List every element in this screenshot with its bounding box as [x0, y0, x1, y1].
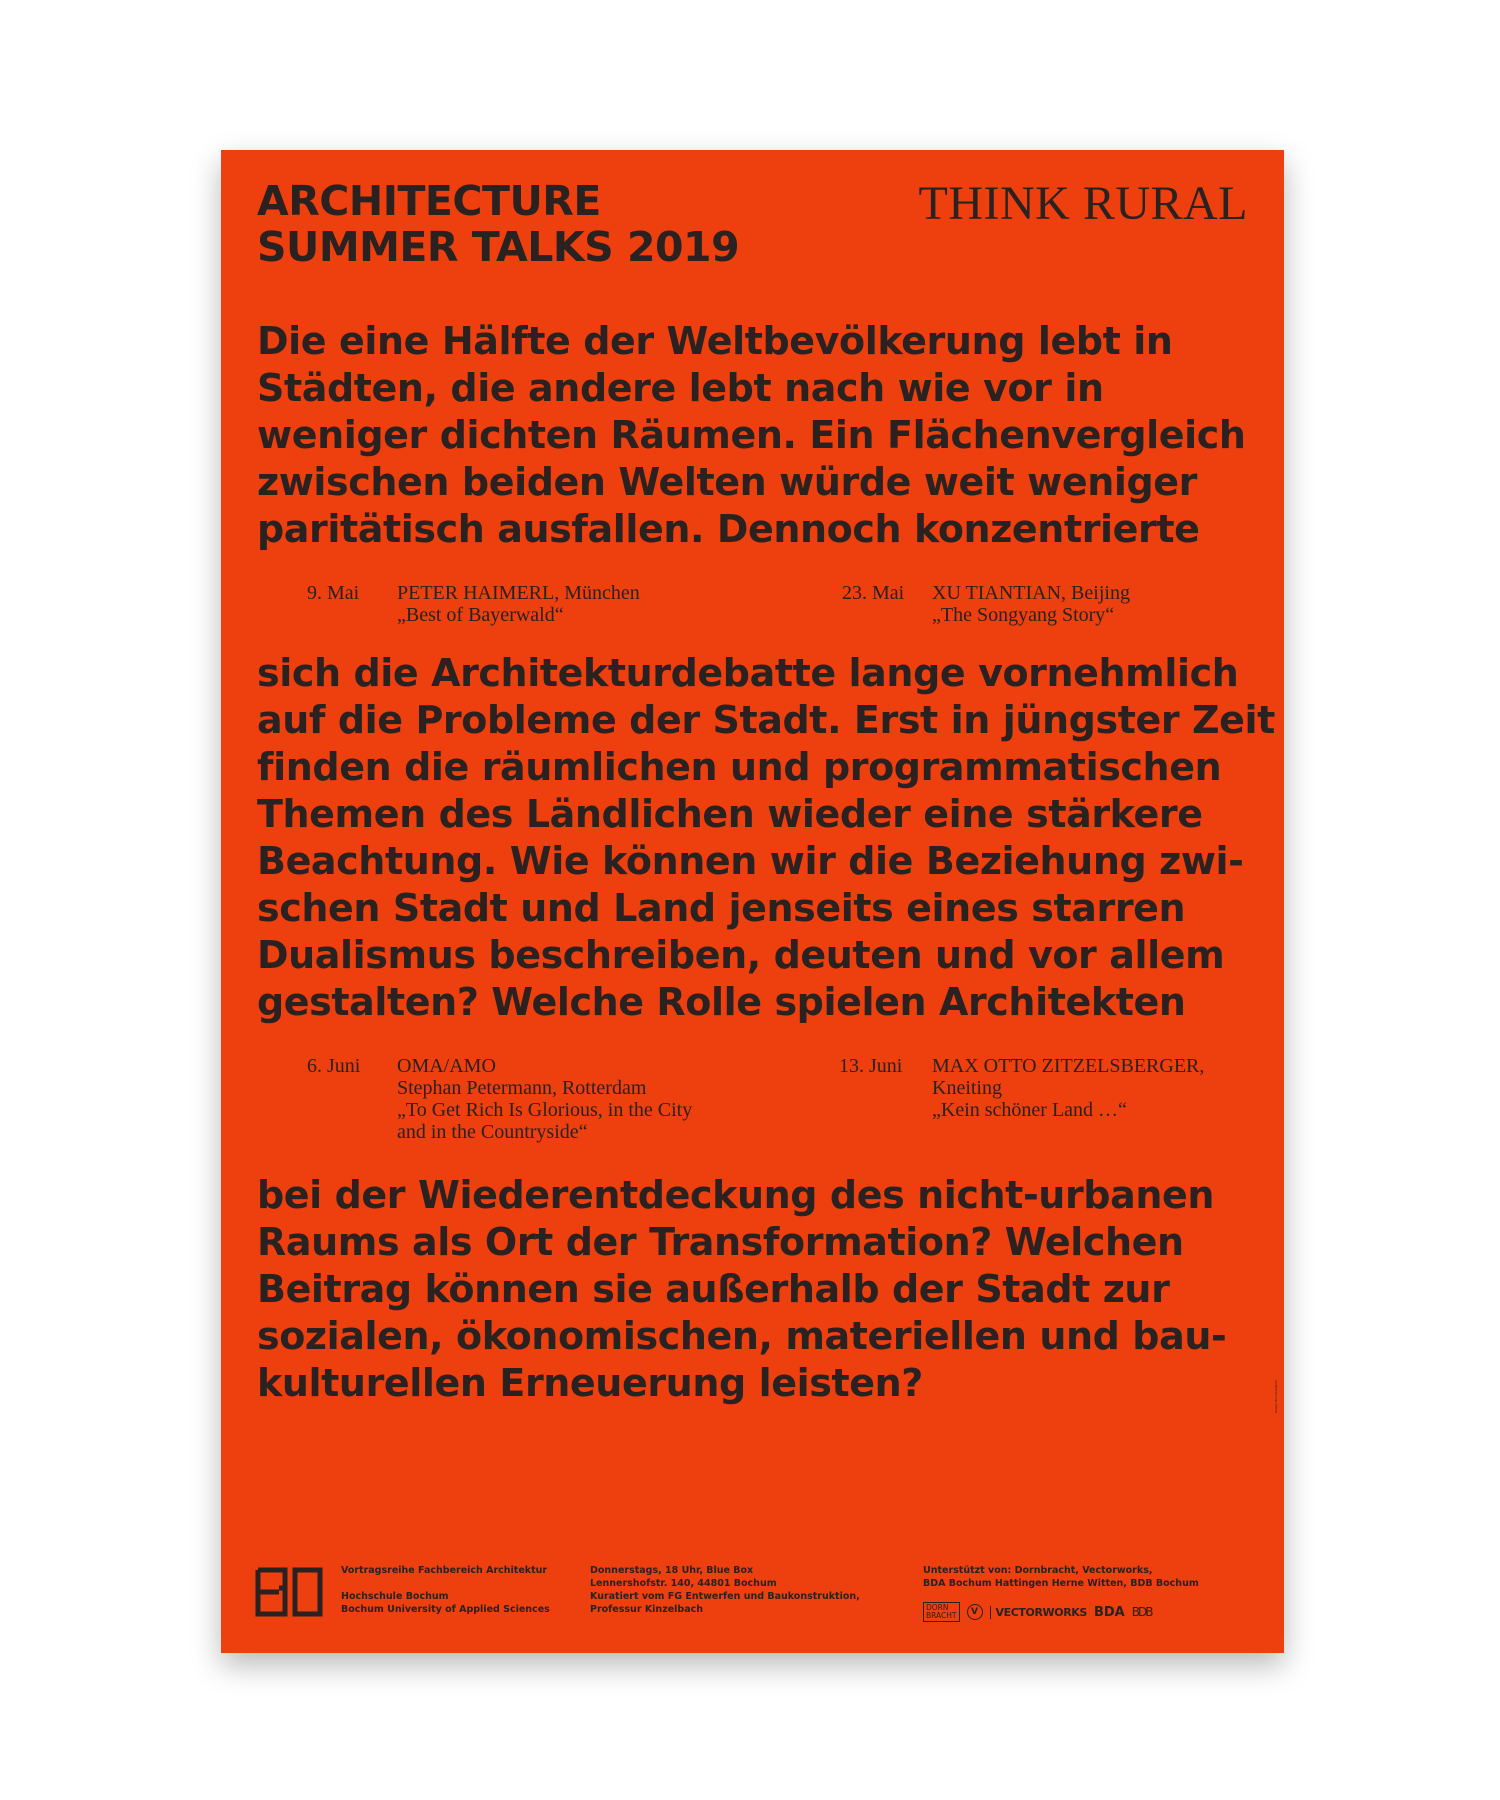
event-speaker: MAX OTTO ZITZELSBERGER,	[932, 1055, 1205, 1077]
bda-logo: BDA	[1093, 1604, 1125, 1620]
footer-address: Lennershofstr. 140, 44801 Bochum	[590, 1578, 777, 1589]
event-info	[397, 1055, 692, 1143]
event-speaker: OMA/AMO	[397, 1055, 496, 1077]
footer-sponsors	[923, 1564, 1199, 1590]
footer-sponsors-line2: BDA Bochum Hattingen Herne Witten, BDB Bochum	[923, 1578, 1199, 1589]
body-line: finden die räumlichen und programmatischen	[257, 745, 1222, 789]
event-talk-title: „The Songyang Story“	[932, 604, 1115, 626]
body-line: auf die Probleme der Stadt. Erst in jüngster Zeit	[257, 698, 1275, 742]
body-line: Die eine Hälfte der Weltbevölkerung lebt in	[257, 319, 1173, 363]
event-speaker-detail: Stephan Petermann, Rotterdam	[397, 1077, 647, 1099]
body-line: Beachtung. Wie können wir die Beziehung zwi-	[257, 839, 1244, 883]
footer-time: Donnerstags, 18 Uhr, Blue Box	[590, 1565, 754, 1576]
bo-logo-icon	[255, 1567, 323, 1617]
poster	[221, 150, 1284, 1653]
event-speaker-detail: Kneiting	[932, 1077, 1002, 1099]
body-line: schen Stadt und Land jenseits eines starren	[257, 886, 1186, 930]
body-line: Themen des Ländlichen wieder eine stärkere	[257, 792, 1203, 836]
v-logo: V	[967, 1604, 983, 1620]
dornbracht-logo: DORN BRACHT	[923, 1602, 960, 1622]
event-talk-title: „To Get Rich Is Glorious, in the City	[397, 1099, 693, 1121]
sponsor-logos	[923, 1602, 1151, 1622]
event-speaker: XU TIANTIAN, Beijing	[932, 582, 1130, 604]
body-line: sich die Architekturdebatte lange vornehmlich	[257, 651, 1239, 695]
body-line: Raums als Ort der Transformation? Welchen	[257, 1220, 1184, 1264]
event-date: 23. Mai	[842, 582, 905, 604]
body-line: gestalten? Welche Rolle spielen Architekten	[257, 980, 1186, 1024]
body-text-block-3	[257, 1172, 1267, 1407]
footer-series-label: Vortragsreihe Fachbereich Architektur	[341, 1565, 548, 1576]
body-line: paritätisch ausfallen. Dennoch konzentrierte	[257, 507, 1200, 551]
body-line: zwischen beiden Welten würde weit weniger	[257, 460, 1198, 504]
series-title-line1: ARCHITECTURE	[257, 177, 601, 225]
footer-curator: Kuratiert vom FG Entwerfen und Baukonstruktion,	[590, 1591, 860, 1602]
footer-curator-cont: Professur Kinzelbach	[590, 1604, 704, 1615]
event-date: 13. Juni	[839, 1055, 903, 1077]
body-line: sozialen, ökonomischen, materiellen und bau-	[257, 1314, 1227, 1358]
series-title	[257, 178, 739, 270]
footer-school-name-en: Bochum University of Applied Sciences	[341, 1604, 550, 1615]
bdb-logo: BDB	[1131, 1605, 1152, 1619]
event-info	[397, 582, 640, 626]
event-talk-title-cont: and in the Countryside“	[397, 1121, 588, 1143]
body-text-block-2	[257, 650, 1275, 1026]
event-talk-title: „Kein schöner Land …“	[932, 1099, 1127, 1121]
event-talk-title: „Best of Bayerwald“	[397, 604, 564, 626]
event-speaker: PETER HAIMERL, München	[397, 582, 640, 604]
theme-title: THINK RURAL	[918, 177, 1248, 230]
body-text-block-1	[257, 318, 1267, 553]
footer-sponsors-line1: Unterstützt von: Dornbracht, Vectorworks,	[923, 1565, 1153, 1576]
event-date: 9. Mai	[307, 582, 360, 604]
event-info	[932, 582, 1130, 626]
vectorworks-logo: VECTORWORKS	[990, 1606, 1087, 1619]
event-info	[932, 1055, 1204, 1121]
body-line: weniger dichten Räumen. Ein Flächenvergleich	[257, 413, 1246, 457]
event-date: 6. Juni	[307, 1055, 361, 1077]
body-line: bei der Wiederentdeckung des nicht-urbanen	[257, 1173, 1215, 1217]
body-line: kulturellen Erneuerung leisten?	[257, 1361, 923, 1405]
body-line: Dualismus beschreiben, deuten und vor allem	[257, 933, 1225, 977]
series-title-line2: SUMMER TALKS 2019	[257, 223, 740, 271]
body-line: Beitrag können sie außerhalb der Stadt zur	[257, 1267, 1170, 1311]
footer-info	[590, 1564, 860, 1616]
body-line: Städten, die andere lebt nach wie vor in	[257, 366, 1104, 410]
footer-school	[341, 1564, 550, 1616]
footer-school-name: Hochschule Bochum	[341, 1591, 449, 1602]
design-credit: Design: Büro Kinzelbach	[1274, 1380, 1278, 1413]
